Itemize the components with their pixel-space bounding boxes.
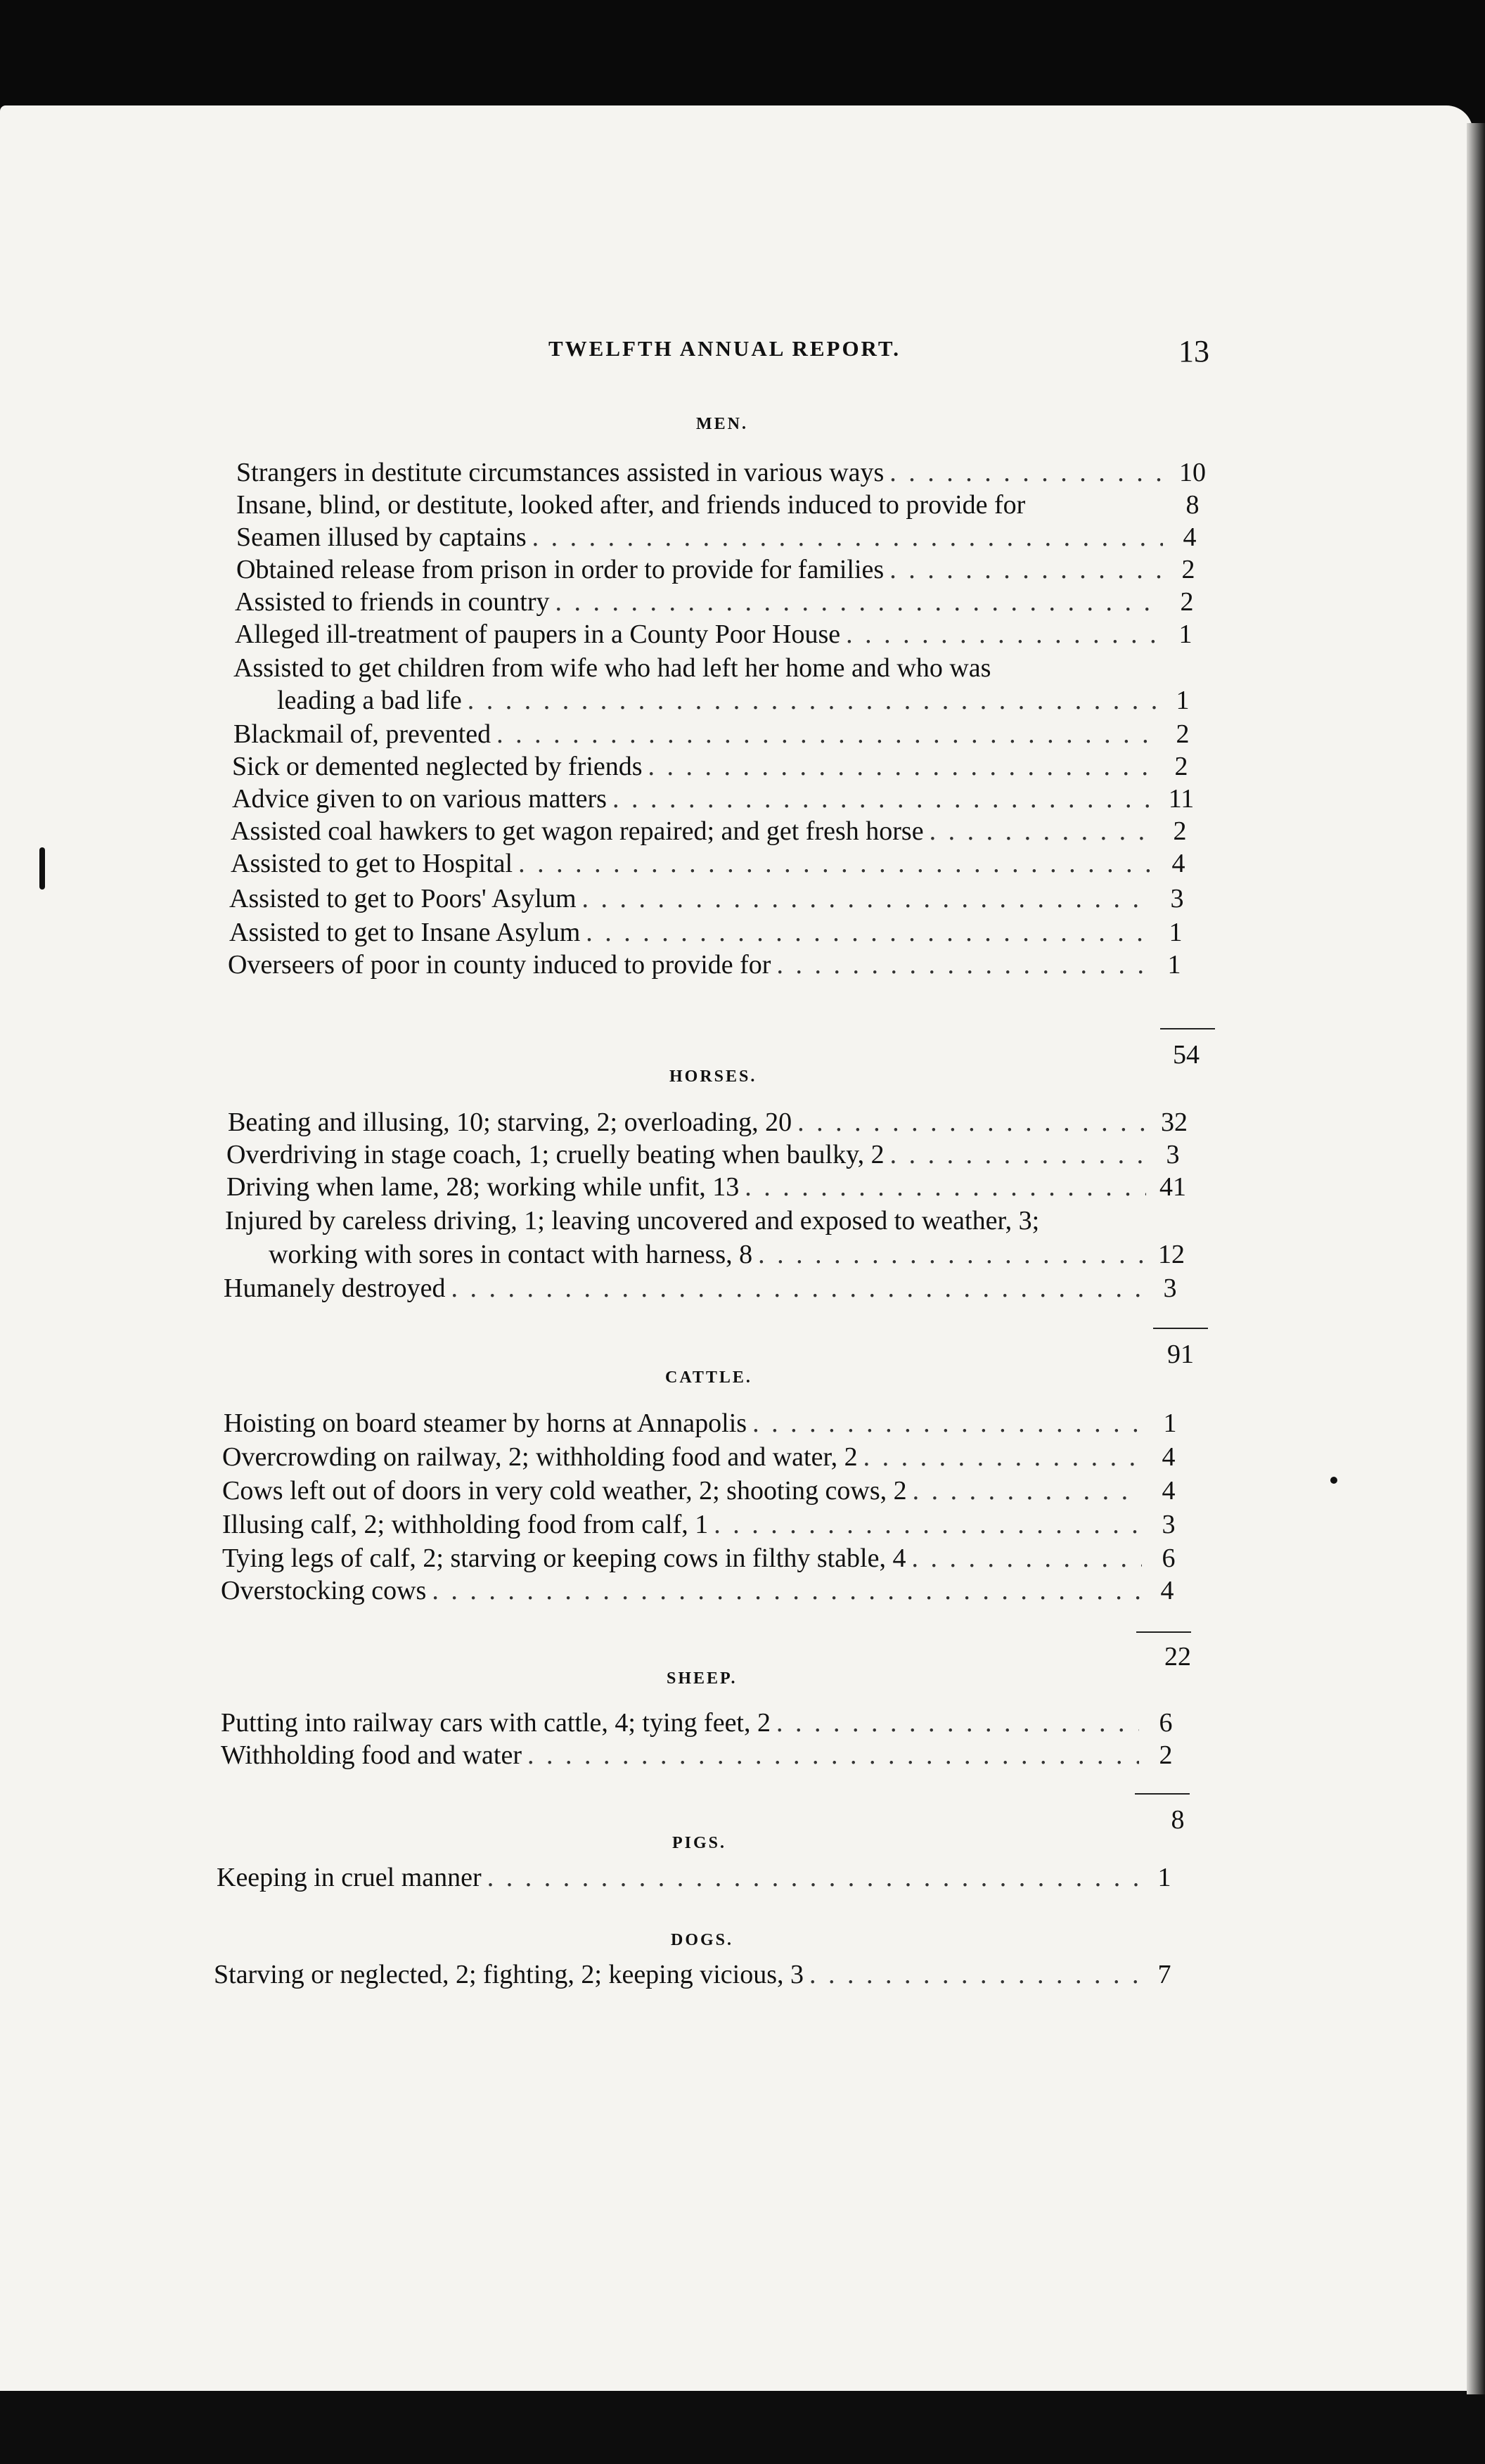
- leader-dots: [555, 586, 1160, 617]
- row-value: 6: [1159, 1708, 1173, 1738]
- table-row: [235, 619, 1207, 650]
- row-label: Insane, blind, or destitute, looked after, and friends induced to provide for: [236, 490, 1026, 520]
- row-label: Beating and illusing, 10; starving, 2; overloading, 20: [228, 1108, 792, 1137]
- row-value: 4: [1162, 1442, 1176, 1472]
- row-value: 3: [1162, 1510, 1176, 1539]
- row-value: 7: [1157, 1960, 1171, 1989]
- row-value: 2: [1181, 555, 1195, 584]
- leader-dots: [532, 522, 1163, 553]
- table-row: [222, 1475, 1190, 1506]
- row-value: 3: [1170, 884, 1184, 913]
- row-value: 8: [1185, 490, 1200, 520]
- row-value: 2: [1159, 1740, 1173, 1770]
- scan-mark: [39, 847, 45, 890]
- leader-dots: [612, 783, 1155, 814]
- row-label: Driving when lame, 28; working while unfit, 13: [226, 1172, 740, 1202]
- table-row: [228, 1107, 1195, 1138]
- row-value: 2: [1176, 719, 1190, 749]
- table-row: [229, 883, 1198, 914]
- row-label: Tying legs of calf, 2; starving or keeping cows in filthy stable, 4: [222, 1544, 906, 1573]
- leader-dots: [913, 1475, 1142, 1506]
- row-label: Hoisting on board steamer by horns at Annapolis: [224, 1409, 747, 1438]
- section-total-men: 54: [1173, 1040, 1200, 1070]
- leader-dots: [648, 751, 1155, 782]
- row-label: Injured by careless driving, 1; leaving uncovered and exposed to weather, 3;: [225, 1206, 1040, 1236]
- row-label: Blackmail of, prevented: [233, 719, 491, 749]
- row-value: 10: [1179, 458, 1206, 487]
- row-value: 41: [1159, 1172, 1186, 1202]
- row-label: Seamen illused by captains: [236, 522, 527, 552]
- leader-dots: [846, 619, 1159, 650]
- row-label: leading a bad life: [277, 686, 462, 715]
- row-value: 1: [1167, 950, 1181, 980]
- row-label: Assisted to get to Poors' Asylum: [229, 884, 577, 913]
- table-row: [228, 949, 1195, 980]
- leader-dots: [863, 1442, 1142, 1472]
- leader-dots: [586, 917, 1149, 948]
- row-value: 32: [1161, 1108, 1188, 1137]
- row-value: 1: [1169, 918, 1183, 947]
- row-value: 2: [1180, 587, 1194, 617]
- leader-dots: [889, 457, 1166, 488]
- sum-rule: [1160, 1028, 1215, 1029]
- leader-dots: [468, 685, 1156, 716]
- table-row: [224, 1408, 1191, 1439]
- table-row: [221, 1575, 1188, 1606]
- leader-dots: [758, 1239, 1145, 1270]
- leader-dots: [930, 816, 1153, 847]
- leader-dots: [451, 1273, 1143, 1304]
- row-label: Assisted to get to Hospital: [231, 849, 513, 878]
- row-value: 1: [1163, 1409, 1177, 1438]
- leader-dots: [432, 1575, 1140, 1606]
- row-label: Overstocking cows: [221, 1576, 427, 1605]
- row-label: Overdriving in stage coach, 1; cruelly beating when baulky, 2: [226, 1140, 885, 1169]
- running-head: TWELFTH ANNUAL REPORT.: [548, 336, 901, 361]
- row-label: Withholding food and water: [221, 1740, 522, 1770]
- row-label: Putting into railway cars with cattle, 4; tying feet, 2: [221, 1708, 771, 1738]
- table-row: [221, 1740, 1187, 1771]
- row-label: Humanely destroyed: [224, 1273, 446, 1303]
- leader-dots: [776, 949, 1148, 980]
- table-row: [225, 1239, 1192, 1270]
- row-label: Cows left out of doors in very cold weather, 2; shooting cows, 2: [222, 1476, 907, 1506]
- row-value: 1: [1176, 686, 1190, 715]
- row-label: Alleged ill-treatment of paupers in a County Poor House: [235, 620, 841, 649]
- row-value: 3: [1163, 1273, 1177, 1303]
- section-total-cattle: 22: [1164, 1642, 1191, 1671]
- leader-dots: [911, 1543, 1142, 1574]
- section-total-sheep: 8: [1171, 1805, 1185, 1835]
- table-row: [225, 1205, 1192, 1236]
- table-row: [224, 1273, 1191, 1304]
- leader-dots: [809, 1959, 1138, 1990]
- table-row: [221, 1707, 1187, 1738]
- row-value: 4: [1162, 1476, 1176, 1506]
- section-title-sheep: SHEEP.: [667, 1669, 738, 1688]
- row-label: Overcrowding on railway, 2; withholding food and water, 2: [222, 1442, 858, 1472]
- row-label: Illusing calf, 2; withholding food from calf, 1: [222, 1510, 709, 1539]
- page-edge-shadow: [1467, 123, 1485, 2394]
- row-label: Assisted to friends in country: [235, 587, 550, 617]
- row-label: Keeping in cruel manner: [217, 1863, 482, 1892]
- leader-dots: [487, 1862, 1138, 1893]
- leader-dots: [714, 1509, 1142, 1540]
- row-value: 12: [1158, 1240, 1185, 1269]
- table-row: [232, 783, 1202, 814]
- row-value: 2: [1174, 752, 1188, 781]
- table-row: [236, 457, 1214, 488]
- section-title-dogs: DOGS.: [671, 1931, 734, 1949]
- row-value: 4: [1183, 522, 1197, 552]
- scan-background: [0, 0, 1485, 123]
- table-row: [226, 1139, 1194, 1170]
- row-value: 4: [1171, 849, 1185, 878]
- row-value: 3: [1166, 1140, 1180, 1169]
- row-label: Advice given to on various matters: [232, 784, 607, 814]
- row-value: 11: [1168, 784, 1195, 814]
- row-value: 6: [1162, 1544, 1176, 1573]
- row-label: Assisted to get children from wife who had left her home and who was: [233, 653, 991, 683]
- sum-rule: [1153, 1328, 1208, 1329]
- table-row: [229, 917, 1197, 948]
- row-label: Assisted to get to Insane Asylum: [229, 918, 581, 947]
- row-label: working with sores in contact with harness, 8: [269, 1240, 753, 1269]
- row-value: 1: [1157, 1863, 1171, 1892]
- row-value: 1: [1178, 620, 1192, 649]
- row-label: Starving or neglected, 2; fighting, 2; keeping vicious, 3: [214, 1960, 804, 1989]
- scan-dot: [1330, 1477, 1337, 1484]
- table-row: [236, 554, 1209, 585]
- table-row: [214, 1959, 1185, 1990]
- table-row: [226, 1172, 1194, 1202]
- leader-dots: [518, 848, 1152, 879]
- table-row: [233, 685, 1204, 716]
- row-value: 2: [1173, 816, 1187, 846]
- row-label: Sick or demented neglected by friends: [232, 752, 643, 781]
- table-row: [231, 848, 1200, 879]
- leader-dots: [496, 719, 1156, 750]
- table-row: [236, 489, 1214, 520]
- table-row: [222, 1442, 1190, 1472]
- leader-dots: [889, 554, 1162, 585]
- table-row: [236, 522, 1211, 553]
- table-row: [235, 586, 1208, 617]
- table-row: [222, 1543, 1190, 1574]
- row-label: Obtained release from prison in order to provide for families: [236, 555, 885, 584]
- leader-dots: [527, 1740, 1139, 1771]
- leader-dots: [890, 1139, 1146, 1170]
- table-row: [217, 1862, 1185, 1893]
- leader-dots: [797, 1107, 1148, 1138]
- row-value: 4: [1160, 1576, 1174, 1605]
- table-row: [222, 1509, 1190, 1540]
- table-row: [233, 653, 1204, 684]
- section-title-cattle: CATTLE.: [665, 1368, 752, 1387]
- table-row: [233, 719, 1204, 750]
- row-label: Assisted coal hawkers to get wagon repaired; and get fresh horse: [231, 816, 924, 846]
- page-number: 13: [1178, 334, 1209, 368]
- row-label: Strangers in destitute circumstances assisted in various ways: [236, 458, 885, 487]
- section-title-men: MEN.: [696, 415, 748, 433]
- leader-dots: [582, 883, 1151, 914]
- table-row: [231, 816, 1201, 847]
- section-title-pigs: PIGS.: [672, 1834, 727, 1852]
- leader-dots: [776, 1707, 1139, 1738]
- section-total-horses: 91: [1167, 1340, 1194, 1369]
- table-row: [232, 751, 1202, 782]
- sum-rule: [1136, 1631, 1191, 1633]
- leader-dots: [752, 1408, 1143, 1439]
- section-title-horses: HORSES.: [669, 1067, 757, 1086]
- row-label: Overseers of poor in county induced to provide for: [228, 950, 771, 980]
- sum-rule: [1135, 1793, 1190, 1795]
- leader-dots: [745, 1172, 1146, 1202]
